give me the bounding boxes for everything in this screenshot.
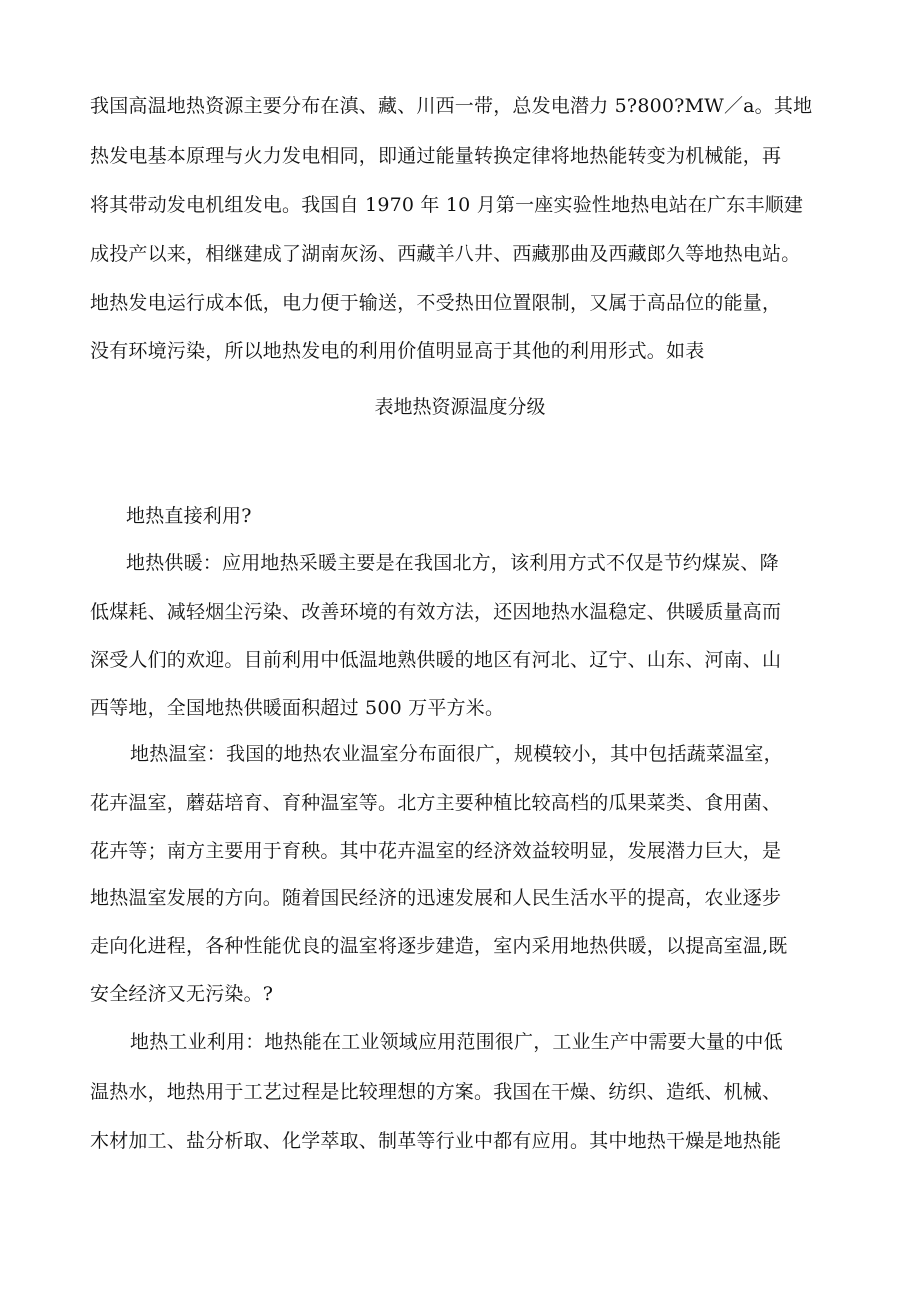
paragraph-1-line-3: 将其带动发电机组发电。我国自 1970 年 10 月第一座实验性地热电站在广东丰顺建 [90,194,804,216]
paragraph-3-line-2: 花卉温室，蘑菇培育、育种温室等。北方主要种植比较高档的瓜果菜类、食用菌、 [90,792,782,814]
paragraph-2-line-4: 西等地，全国地热供暖面积超过 500 万平方米。 [90,697,505,719]
paragraph-2-line-3: 深受人们的欢迎。目前利用中低温地熟供暖的地区有河北、辽宁、山东、河南、山 [90,649,782,671]
paragraph-2-line-1: 地热供暖：应用地热采暖主要是在我国北方，该利用方式不仅是节约煤炭、降 [126,552,779,574]
paragraph-3-line-5: 走向化进程，各种性能优良的温室将逐步建造，室内采用地热供暖，以提高室温,既 [90,935,788,957]
paragraph-1-line-5: 地热发电运行成本低，电力便于输送，不受热田位置限制，又属于高品位的能量， [90,292,782,314]
paragraph-3-line-4: 地热温室发展的方向。随着国民经济的迅速发展和人民生活水平的提高，农业逐步 [90,887,782,909]
paragraph-4-line-2: 温热水，地热用于工艺过程是比较理想的方案。我国在干燥、纺织、造纸、机械、 [90,1081,782,1103]
table-caption: 表地热资源温度分级 [374,396,546,418]
paragraph-1-line-6: 没有环境污染，所以地热发电的利用价值明显高于其他的利用形式。如表 [90,340,705,362]
paragraph-4-line-1: 地热工业利用：地热能在工业领域应用范围很广，工业生产中需要大量的中低 [130,1031,783,1053]
paragraph-4-line-3: 木材加工、盐分析取、化学萃取、制革等行业中都有应用。其中地热干燥是地热能 [90,1130,782,1152]
paragraph-1-line-2: 热发电基本原理与火力发电相同，即通过能量转换定律将地热能转变为机械能，再 [90,145,782,167]
paragraph-1-line-1: 我国高温地热资源主要分布在滇、藏、川西一带，总发电潜力 5?800?MW／a。其地 [90,95,813,117]
paragraph-2-line-2: 低煤耗、减轻烟尘污染、改善环境的有效方法，还因地热水温稳定、供暖质量高而 [90,601,782,623]
paragraph-3-line-1: 地热温室：我国的地热农业温室分布面很广，规模较小，其中包括蔬菜温室， [130,743,783,765]
section-heading: 地热直接利用? [126,505,252,527]
paragraph-3-line-6: 安全经济又无污染。? [90,983,274,1005]
paragraph-3-line-3: 花卉等；南方主要用于育秧。其中花卉温室的经济效益较明显，发展潜力巨大，是 [90,840,782,862]
paragraph-1-line-4: 成投产以来，相继建成了湖南灰汤、西藏羊八井、西藏那曲及西藏郎久等地热电站。 [90,243,801,265]
